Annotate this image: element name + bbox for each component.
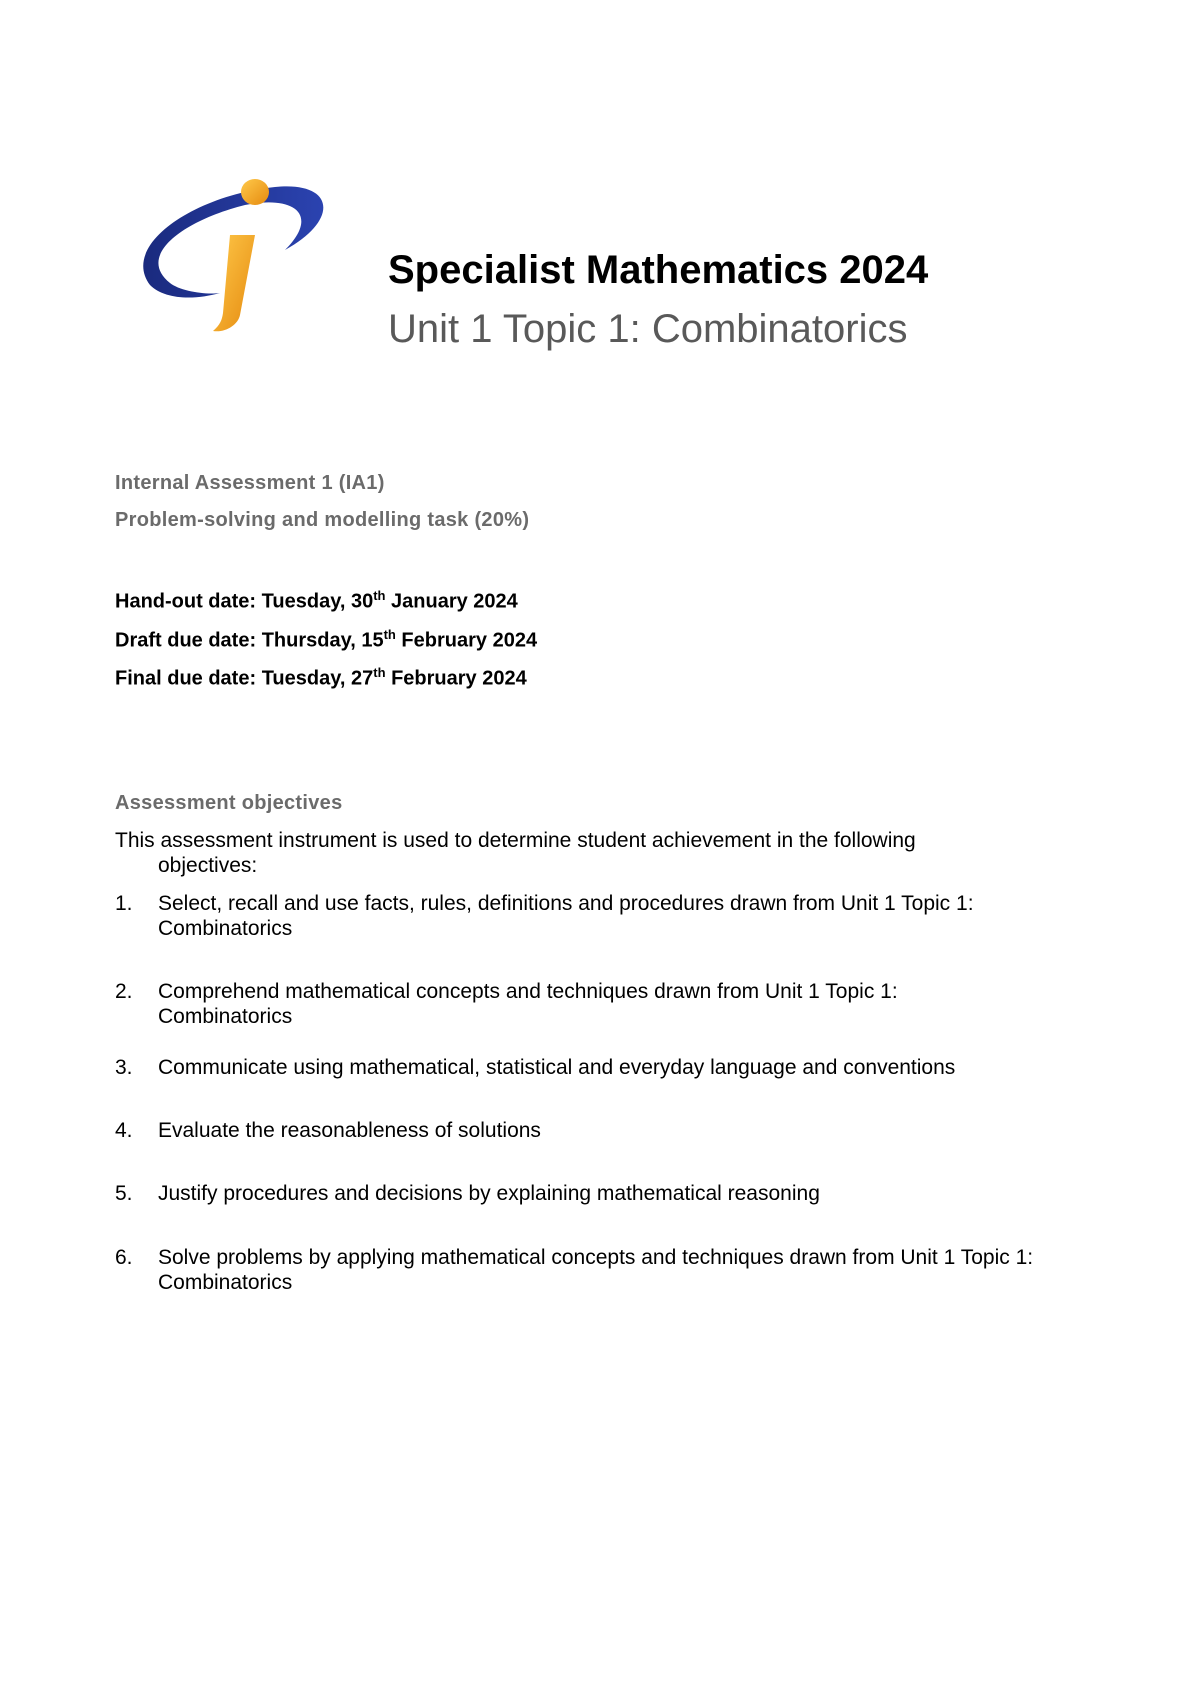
objective-number: 2. — [115, 980, 133, 1003]
objective-text: Comprehend mathematical concepts and techniques drawn from Unit 1 Topic 1: Combinatorics — [158, 980, 898, 1028]
objective-number: 5. — [115, 1182, 133, 1205]
objectives-intro — [115, 828, 995, 878]
objective-item — [115, 1245, 1035, 1295]
objective-number: 4. — [115, 1119, 133, 1142]
date-rest: February 2024 — [385, 667, 527, 690]
objectives-heading: Assessment objectives — [115, 792, 343, 814]
date-day: Thursday, 15 — [261, 629, 384, 652]
draft-due-date — [115, 627, 537, 653]
objective-item — [115, 891, 1035, 941]
objectives-intro-line2: objectives: — [158, 854, 258, 877]
date-label: Hand-out date: — [115, 590, 257, 613]
date-suffix: th — [373, 665, 386, 680]
objective-text: Justify procedures and decisions by explaining mathematical reasoning — [158, 1182, 820, 1205]
date-suffix: th — [373, 588, 386, 603]
objective-item — [115, 979, 1035, 1029]
document-subtitle: Unit 1 Topic 1: Combinatorics — [388, 307, 908, 351]
i-info-logo-icon — [125, 165, 335, 345]
assessment-label: Internal Assessment 1 (IA1) — [115, 472, 385, 494]
objective-text: Communicate using mathematical, statistical and everyday language and conventions — [158, 1056, 956, 1079]
objective-text: Solve problems by applying mathematical concepts and techniques drawn from Unit 1 Topic 1: Combinatorics — [158, 1246, 1034, 1294]
objective-text: Evaluate the reasonableness of solutions — [158, 1119, 541, 1142]
date-rest: February 2024 — [395, 629, 538, 652]
date-day: Tuesday, 30 — [261, 590, 374, 613]
objective-item — [115, 1055, 1035, 1080]
date-suffix: th — [383, 627, 396, 642]
assessment-task: Problem-solving and modelling task (20%) — [115, 509, 530, 531]
objective-item — [115, 1181, 1035, 1206]
final-due-date — [115, 665, 527, 691]
objective-item — [115, 1118, 1035, 1143]
handout-date — [115, 588, 518, 614]
objective-number: 3. — [115, 1056, 133, 1079]
objective-text: Select, recall and use facts, rules, definitions and procedures drawn from Unit 1 Topic 1: Combinatorics — [158, 892, 974, 940]
date-day: Tuesday, 27 — [261, 667, 374, 690]
objective-number: 1. — [115, 892, 133, 915]
date-label: Final due date: — [115, 667, 257, 690]
document-title: Specialist Mathematics 2024 — [388, 248, 929, 292]
date-rest: January 2024 — [385, 590, 518, 613]
objective-number: 6. — [115, 1246, 133, 1269]
objectives-intro-line1: This assessment instrument is used to determine student achievement in the following — [115, 829, 916, 852]
date-label: Draft due date: — [115, 629, 257, 652]
